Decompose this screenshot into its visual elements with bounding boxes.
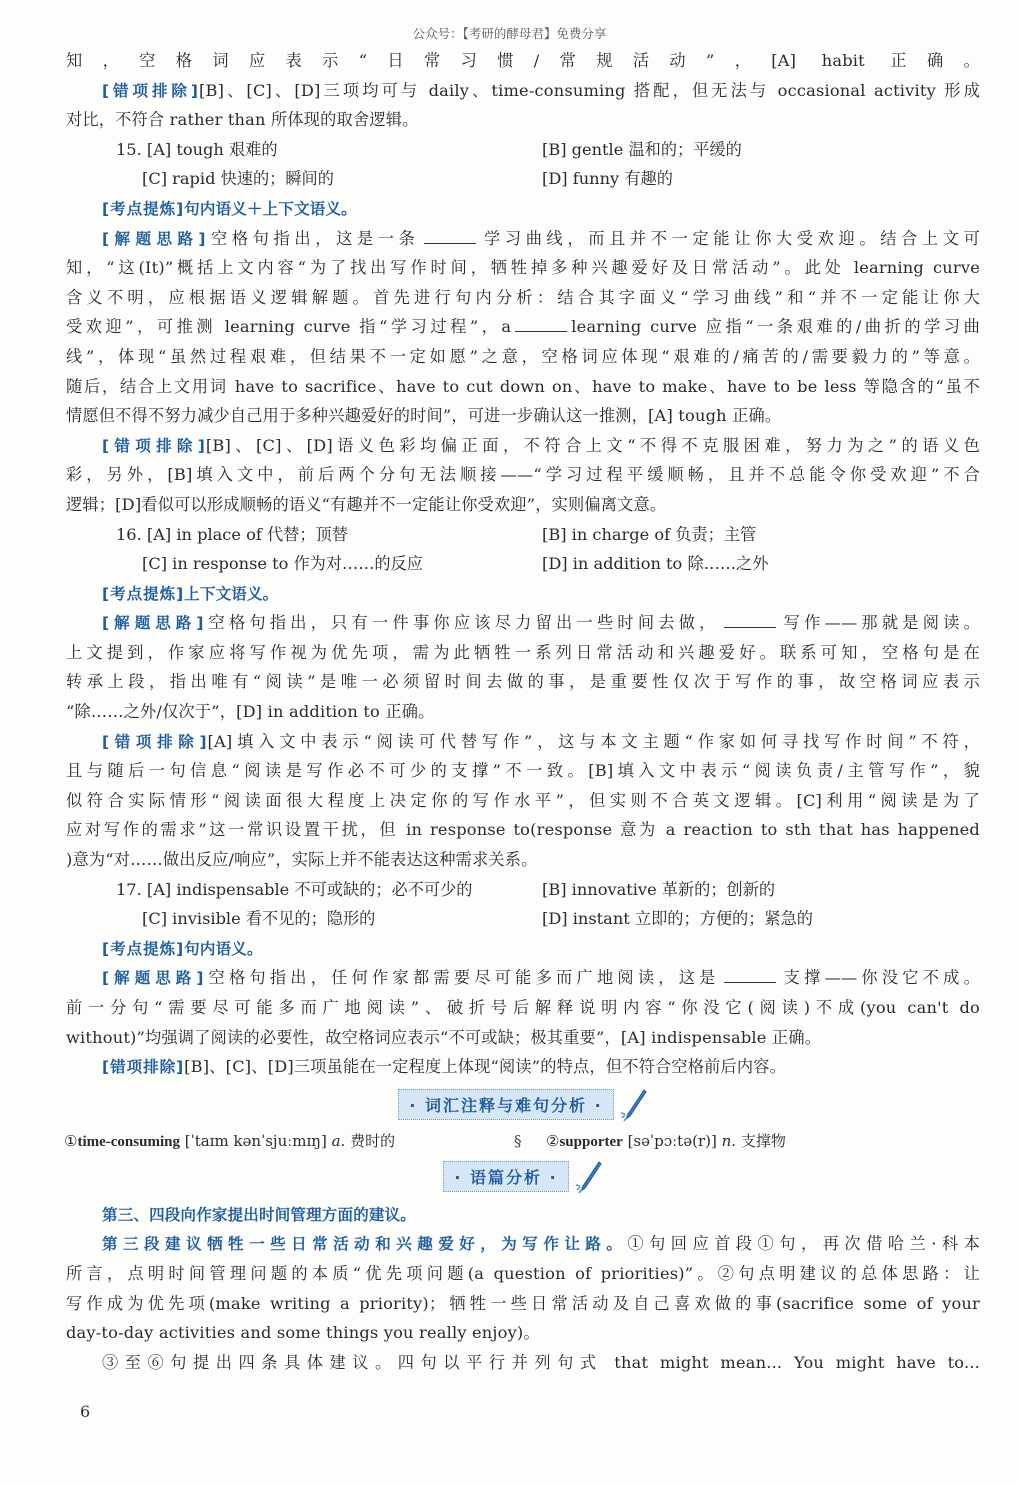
q16-option-b: [B] in charge of 负责；主管 bbox=[542, 524, 757, 544]
text-line: “除……之外/仅次于”，[D] in addition to 正确。 bbox=[66, 702, 435, 722]
q17-options-row2 bbox=[66, 904, 980, 934]
q16-option-c: [C] in response to 作为对……的反应 bbox=[142, 554, 423, 574]
tag-wrong: [错项排除] bbox=[102, 81, 199, 100]
pen-icon bbox=[620, 1088, 648, 1122]
text-line: 转承上段，指出唯有“阅读”是唯一必须留时间去做的事，是重要性仅次于写作的事，故空格词应表示 bbox=[66, 672, 980, 692]
discourse-section-header bbox=[66, 1154, 980, 1200]
text-line: 写作成为优先项(make writing a priority)；牺牲一些日常活动及自己喜欢做的事(sacrifice some of your bbox=[66, 1293, 980, 1313]
q17-wrong: [错项排除][B]、[C]、[D]三项虽能在一定程度上体现“阅读”的特点，但不符合空格前后内容。 bbox=[102, 1057, 787, 1077]
text-line: 对比，不符合 rather than 所体现的取舍逻辑。 bbox=[66, 110, 419, 130]
watermark: 公众号：【考研的酵母君】免费分享 bbox=[412, 26, 607, 41]
text-line: 彩，另外，[B]填入文中，前后两个分句无法顺接——“学习过程平缓顺畅，且并不总能令你受欢迎”不合 bbox=[66, 465, 980, 485]
text-line: day-to-day activities and some things you really enjoy)。 bbox=[66, 1323, 540, 1343]
q16-option-d: [D] in addition to 除……之外 bbox=[542, 554, 769, 574]
text-line: 上文提到，作家应将写作视为优先项，需为此牺牲一系列日常活动和兴趣爱好。联系可知，空格句是在 bbox=[66, 642, 980, 662]
answer-blank bbox=[724, 609, 776, 628]
text-line: ③至⑥句提出四条具体建议。四句以平行并列句式 that might mean... You might have to... bbox=[102, 1352, 980, 1372]
text-line: 知，空格词应表示“日常习惯/常规活动”，[A] habit 正确。 bbox=[66, 51, 980, 70]
q17-option-b: [B] innovative 革新的；创新的 bbox=[542, 879, 776, 899]
text-line: 随后，结合上文用词 have to sacrifice、have to cut down on、have to make、have to be less 等隐含的“虽不 bbox=[66, 376, 980, 396]
q16-option-a: 16. [A] in place of 代替；顶替 bbox=[116, 524, 348, 544]
separator-icon: § bbox=[514, 1131, 522, 1150]
pen-icon bbox=[575, 1160, 603, 1194]
vocab-section-header bbox=[66, 1082, 980, 1128]
document-page bbox=[66, 46, 980, 1377]
text-line: 应对写作的需求”这一常识设置干扰，但 in response to(response 意为 a reaction to sth that has happened bbox=[66, 820, 980, 840]
q16-options-row2 bbox=[66, 549, 980, 579]
q16-idea: [解题思路]空格句指出，只有一件事你应该尽力留出一些时间去做， 写作——那就是阅读。 bbox=[66, 608, 980, 638]
q17-options-row1 bbox=[66, 875, 980, 905]
answer-blank bbox=[724, 964, 776, 983]
answer-blank bbox=[424, 225, 476, 244]
q15-option-b: [B] gentle 温和的；平缓的 bbox=[542, 139, 742, 159]
q15-options-row2 bbox=[66, 164, 980, 194]
text-line: 逻辑；[D]看似可以形成顺畅的语义“有趣并不一定能让你受欢迎”，实则偏离文意。 bbox=[66, 494, 667, 514]
text-line: 前一分句“需要尽可能多而广地阅读”、破折号后解释说明内容“你没它(阅读)不成(you can't do bbox=[66, 998, 980, 1017]
page-number: 6 bbox=[80, 1402, 91, 1421]
text-line: 受欢迎”，可推测 learning curve 指“学习过程”，a learning curve 应指“一条艰难的/曲折的学习曲 bbox=[66, 312, 980, 342]
vocab-item-2: ②supporter [səˈpɔːtə(r)] n. 支撑物 bbox=[546, 1131, 786, 1150]
q15-options-row1 bbox=[66, 135, 980, 165]
q15-idea: [解题思路]空格句指出，这是一条 学习曲线，而且并不一定能让你大受欢迎。结合上文可 bbox=[66, 224, 980, 254]
vocab-item-1: ①time-consuming [ˈtaɪm kənˈsjuːmɪŋ] a. 费时的 bbox=[64, 1131, 396, 1150]
text-line: 且与随后一句信息“阅读是写作必不可少的支撑”不一致。[B]填入文中表示“阅读负责/主管写作”，貌 bbox=[66, 761, 980, 781]
q16-wrong: [错项排除][A]填入文中表示“阅读可代替写作”，这与本文主题“作家如何寻找写作时间”不符， bbox=[102, 731, 980, 751]
text-line: 知，“这(It)”概括上文内容“为了找出写作时间，牺牲掉多种兴趣爱好及日常活动”。此处 learning curve bbox=[66, 258, 980, 278]
text-line: without)”均强调了阅读的必要性，故空格词应表示“不可或缺；极其重要”，[A] indispensable 正确。 bbox=[66, 1027, 822, 1047]
text-line: 所言，点明时间管理问题的本质“优先项问题(a question of priorities)”。②句点明建议的总体思路：让 bbox=[66, 1263, 980, 1283]
text-line: )意为“对……做出反应/响应”，实际上并不能表达这种需求关系。 bbox=[66, 850, 538, 870]
q15-wrong: [错项排除][B]、[C]、[D]语义色彩均偏正面，不符合上文“不得不克服困难，努力为之”的语义色 bbox=[102, 435, 980, 455]
q17-option-a: 17. [A] indispensable 不可或缺的；必不可少的 bbox=[116, 879, 473, 899]
text-line: 情愿但不得不努力减少自己用于多种兴趣爱好的时间”，可进一步确认这一推测，[A] tough 正确。 bbox=[66, 406, 782, 426]
text-line: 含义不明，应根据语义逻辑解题。首先进行句内分析：结合其字面义“学习曲线”和“并不一定能让你大 bbox=[66, 287, 980, 307]
q17-option-d: [D] instant 立即的；方便的；紧急的 bbox=[542, 909, 813, 929]
discourse-heading-2: 第三段建议牺牲一些日常活动和兴趣爱好，为写作让路。①句回应首段①句，再次借哈兰·科本 bbox=[102, 1234, 980, 1254]
discourse-heading-1: 第三、四段向作家提出时间管理方面的建议。 bbox=[102, 1205, 417, 1224]
text-line: 似符合实际情形“阅读面很大程度上决定你的写作水平”，但实则不合英文逻辑。[C]利用“阅读是为了 bbox=[66, 790, 980, 810]
discourse-section-title: · 语篇分析 · bbox=[443, 1161, 568, 1192]
wrong-options-paragraph: [错项排除][B]、[C]、[D]三项均可与 daily、time-consuming 搭配，但无法与 occasional activity 形成 bbox=[102, 80, 980, 100]
q16-point: [考点提炼]上下文语义。 bbox=[102, 584, 279, 603]
q15-option-d: [D] funny 有趣的 bbox=[542, 169, 673, 189]
q15-point: [考点提炼]句内语义＋上下文语义。 bbox=[102, 199, 357, 218]
q15-option-c: [C] rapid 快速的；瞬间的 bbox=[142, 169, 334, 189]
vocab-section-title: · 词汇注释与难句分析 · bbox=[398, 1089, 613, 1120]
answer-blank bbox=[515, 313, 567, 332]
q15-option-a: 15. [A] tough 艰难的 bbox=[116, 139, 278, 159]
text-line: 线”，体现“虽然过程艰难，但结果不一定如愿”之意，空格词应体现“艰难的/痛苦的/需要毅力的”等意。 bbox=[66, 346, 980, 366]
q16-options-row1 bbox=[66, 520, 980, 550]
vocab-list bbox=[66, 1128, 980, 1154]
q17-idea: [解题思路]空格句指出，任何作家都需要尽可能多而广地阅读，这是 支撑——你没它不成。 bbox=[66, 963, 980, 993]
q17-point: [考点提炼]句内语义。 bbox=[102, 939, 263, 958]
q17-option-c: [C] invisible 看不见的；隐形的 bbox=[142, 909, 376, 929]
